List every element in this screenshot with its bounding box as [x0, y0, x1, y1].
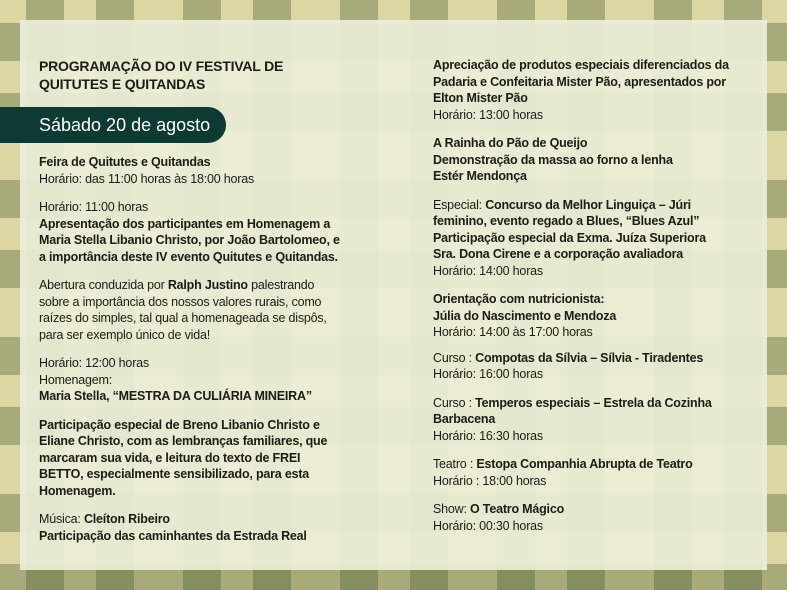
r3-line-2: feminino, evento regado a Blues, “Blues Azul” — [433, 214, 700, 228]
r3-line-4: Sra. Dona Cirene e a corporação avaliadora — [433, 247, 684, 261]
feira-time: Horário: das 11:00 horas às 18:00 horas — [39, 171, 255, 186]
r2-line-3: Estér Mendonça — [433, 169, 527, 183]
r7-line-1 — [433, 456, 753, 473]
schedule-item-teatro — [433, 456, 753, 489]
schedule-item-pao-de-queijo — [433, 135, 753, 185]
s1-time: Horário: 11:00 horas — [39, 200, 149, 214]
s5-artist: Cleíton Ribeiro — [83, 512, 170, 526]
feira-title: Feira de Quitutes e Quitandas — [39, 155, 211, 169]
r3-label: Especial: — [433, 197, 486, 212]
r8-title: O Teatro Mágico — [470, 502, 565, 516]
s2-line-2: sobre a importância dos nossos valores rurais, como — [39, 294, 322, 309]
s4-line-2: Eliane Christo, com as lembranças familiares, que — [39, 434, 328, 448]
r5-label: Curso : — [433, 350, 476, 365]
s3-honoree: Maria Stella, “MESTRA DA CULIÁRIA MINEIRA” — [39, 389, 312, 403]
r4-line-1: Orientação com nutricionista: — [433, 292, 605, 306]
s1-line-2: Maria Stella Libanio Christo, por João Bartolomeo, e — [39, 233, 340, 247]
r8-label: Show: — [433, 502, 471, 516]
r7-time: Horário : 18:00 horas — [433, 473, 547, 488]
title-line-2: QUITUTES E QUITANDAS — [39, 76, 206, 92]
r6-title: Temperos especiais – Estrela da Cozinha — [475, 395, 712, 410]
schedule-item-linguica — [433, 197, 753, 280]
s5-label: Música: — [39, 512, 84, 526]
schedule-item-abertura — [39, 277, 369, 343]
schedule-item-show — [433, 501, 753, 534]
s3-label: Homenagem: — [39, 372, 113, 387]
s2-speaker: Ralph Justino — [167, 278, 248, 292]
r6-line-2: Barbacena — [433, 412, 496, 426]
r3-title: Concurso da Melhor Linguiça – Júri — [485, 197, 691, 212]
schedule-item-feira — [39, 154, 369, 187]
r4-line-2: Júlia do Nascimento e Mendoza — [433, 308, 617, 323]
r8-line-1 — [433, 501, 753, 518]
schedule-item-participacao — [39, 417, 369, 500]
s4-line-1: Participação especial de Breno Libanio Christo e — [39, 417, 320, 432]
s2-line-3: raízes do simples, tal qual a homenageada se dispôs, — [39, 311, 327, 325]
r1-line-1: Apreciação de produtos especiais diferenciados da — [433, 58, 729, 72]
s2-line-1 — [39, 277, 369, 294]
s5-line-2: Participação das caminhantes da Estrada Real — [39, 528, 307, 543]
r3-line-3: Participação especial da Exma. Juíza Superiora — [433, 230, 706, 245]
s1-line-3: a importância deste IV evento Quitutes e Quitandas. — [39, 249, 338, 264]
page-title — [39, 57, 369, 93]
r7-title: Estopa Companhia Abrupta de Teatro — [476, 457, 693, 471]
s3-time: Horário: 12:00 horas — [39, 356, 149, 370]
r1-line-2: Padaria e Confeitaria Mister Pão, apresentados por — [433, 74, 726, 89]
r2-line-1: A Rainha do Pão de Queijo — [433, 136, 588, 150]
s2-post: palestrando — [247, 278, 315, 292]
schedule-item-nutricionista — [433, 291, 753, 341]
title-line-1: PROGRAMAÇÃO DO IV FESTIVAL DE — [39, 58, 284, 74]
r1-line-3: Elton Mister Pão — [433, 91, 528, 105]
r6-label: Curso : — [433, 395, 476, 410]
r3-time: Horário: 14:00 horas — [433, 263, 543, 278]
r8-time: Horário: 00:30 horas — [433, 518, 543, 533]
s2-line-4: para ser exemplo único de vida! — [39, 327, 210, 342]
r5-line-1 — [433, 350, 753, 367]
r4-time: Horário: 14:00 às 17:00 horas — [433, 325, 593, 339]
r6-line-1 — [433, 395, 753, 412]
s4-line-3: marcaram sua vida, e leitura do texto de FREI — [39, 450, 301, 465]
s4-line-5: Homenagem. — [39, 483, 116, 498]
r7-label: Teatro : — [433, 457, 477, 471]
schedule-item-apresentacao — [39, 199, 369, 265]
r6-time: Horário: 16:30 horas — [433, 428, 543, 443]
left-column — [39, 57, 369, 544]
r3-line-1 — [433, 197, 753, 214]
r1-time: Horário: 13:00 horas — [433, 107, 543, 122]
date-banner-label: Sábado 20 de agosto — [39, 115, 211, 135]
s4-line-4: BETTO, especialmente sensibilizado, para esta — [39, 467, 310, 481]
s2-pre: Abertura conduzida por — [39, 278, 168, 292]
r2-line-2: Demonstração da massa ao forno a lenha — [433, 152, 673, 167]
s1-line-1: Apresentação dos participantes em Homenagem a — [39, 216, 331, 231]
s5-line-1 — [39, 511, 369, 528]
schedule-item-temperos — [433, 395, 753, 445]
schedule-item-padaria — [433, 57, 753, 123]
r5-time: Horário: 16:00 horas — [433, 367, 543, 381]
right-column — [433, 57, 753, 534]
schedule-item-musica — [39, 511, 369, 544]
schedule-item-compotas — [433, 350, 753, 383]
r5-title: Compotas da Sílvia – Sílvia - Tiradentes — [475, 350, 704, 365]
schedule-item-homenagem — [39, 355, 369, 405]
